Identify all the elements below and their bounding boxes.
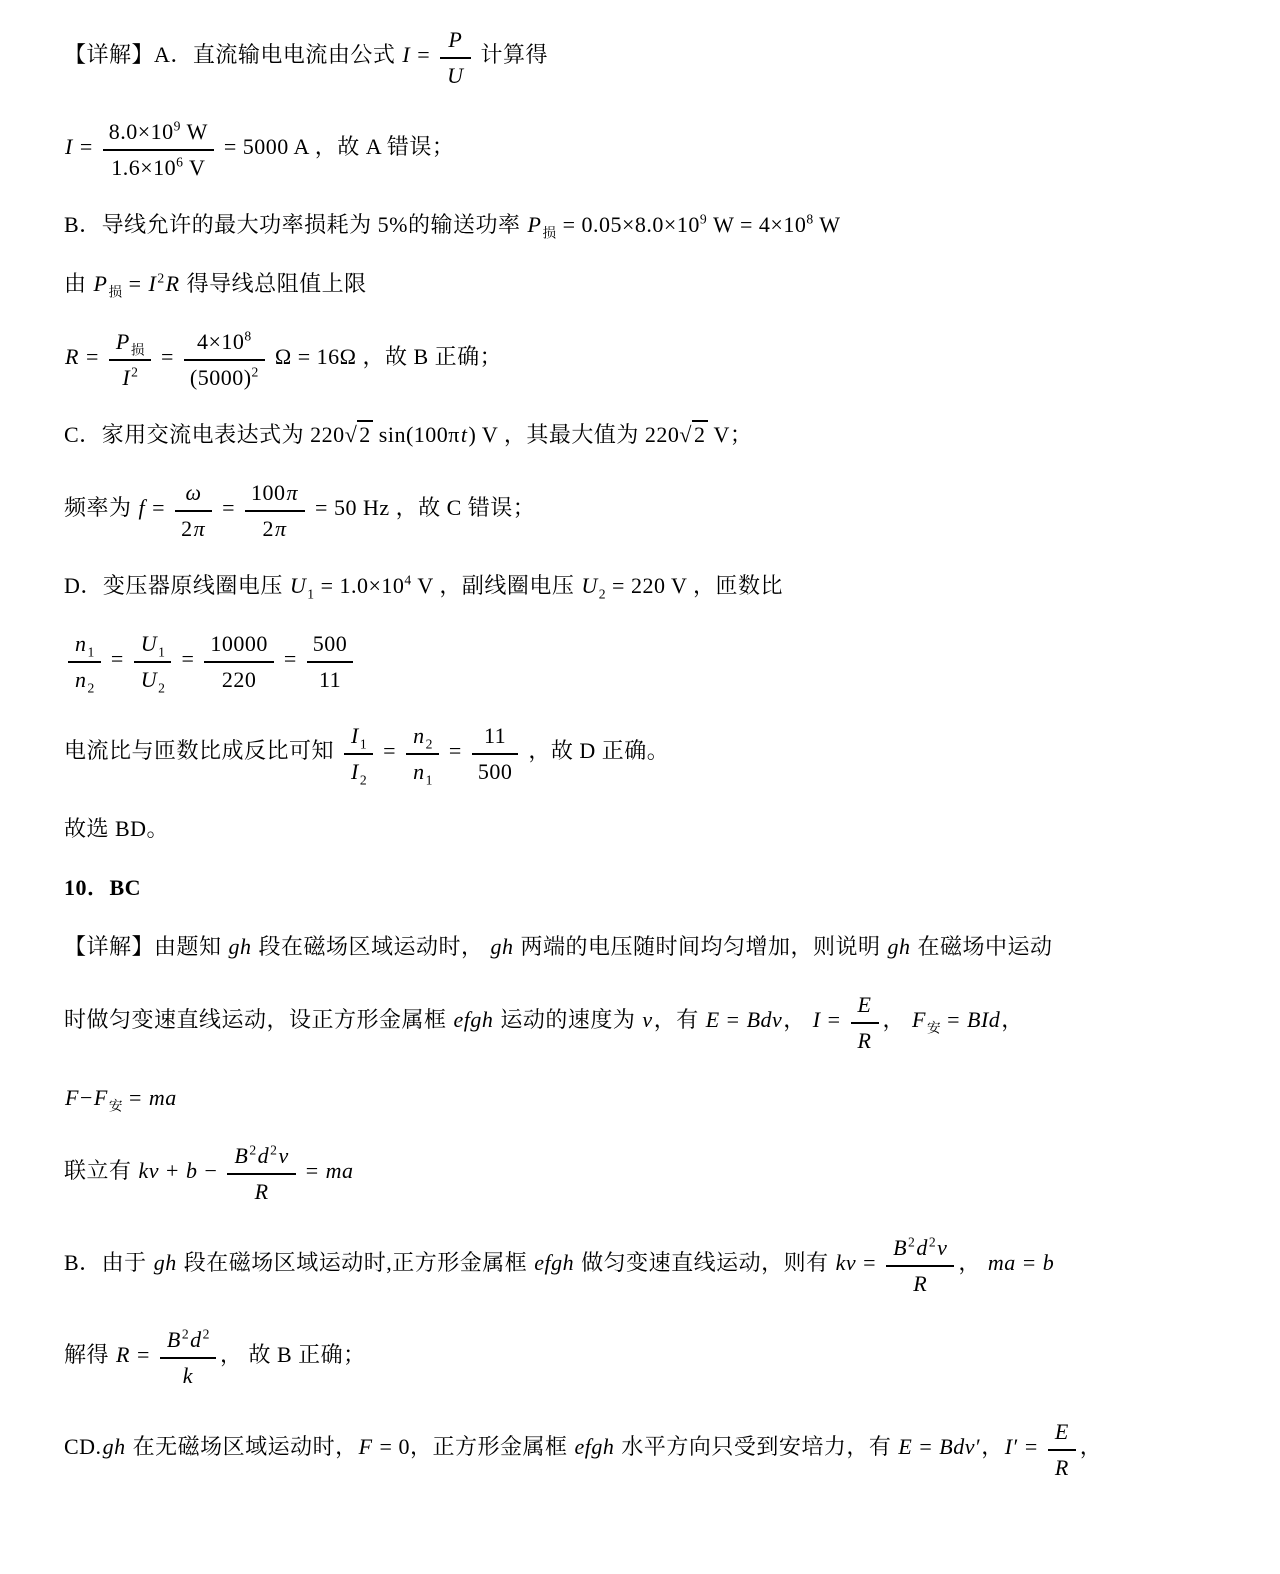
fraction-numerator xyxy=(1048,1416,1076,1451)
text-run: W xyxy=(180,119,208,144)
subscript: 安 xyxy=(108,1098,123,1114)
fraction-numerator xyxy=(440,24,470,59)
math-variable: v xyxy=(278,1143,289,1168)
text-run: ， xyxy=(1079,1434,1103,1460)
superscript: 4 xyxy=(404,572,412,588)
math-variable: efgh xyxy=(453,1007,494,1033)
formula-turns-ratio xyxy=(64,628,1224,694)
text-run: = xyxy=(73,134,99,160)
text-run: = xyxy=(299,1158,325,1184)
math-variable: B xyxy=(893,1235,908,1260)
fraction-denominator xyxy=(851,1024,879,1056)
fraction-numerator xyxy=(204,628,274,663)
subscript: 2 xyxy=(158,679,166,695)
text-run: 在无磁场区域运动时， xyxy=(126,1434,358,1460)
math-variable: gh xyxy=(153,1250,177,1276)
math-variable: n xyxy=(413,758,425,784)
text-run: sin(100π xyxy=(372,422,460,447)
square-root xyxy=(345,418,373,451)
fraction xyxy=(160,1324,216,1390)
math-variable: v xyxy=(642,1007,653,1033)
text-run: ， xyxy=(783,1007,812,1033)
math-variable: I xyxy=(351,723,359,748)
fraction-denominator xyxy=(103,151,214,183)
math-variable: B xyxy=(166,1327,181,1352)
formula-current-ratio xyxy=(64,720,1224,786)
text-run: − xyxy=(198,1158,224,1184)
fraction xyxy=(204,628,274,694)
fraction-numerator xyxy=(134,628,172,663)
superscript: 2 xyxy=(181,1326,190,1342)
math-variable: R xyxy=(65,344,79,370)
subscript: 2 xyxy=(359,771,368,787)
text-run: ，有 xyxy=(653,1007,705,1033)
detail-9-option-a xyxy=(64,24,1224,90)
math-variable: R xyxy=(165,271,180,296)
superscript: 8 xyxy=(244,328,252,344)
fraction-denominator xyxy=(344,755,373,787)
text-run: = xyxy=(216,495,242,521)
fraction-denominator xyxy=(472,755,519,787)
math-variable: I xyxy=(351,758,359,784)
math-variable: efgh xyxy=(574,1434,615,1460)
math-variable: π xyxy=(275,515,287,541)
math-variable: d xyxy=(916,1235,928,1260)
text-run: 电流比与匝数比成反比可知 xyxy=(64,738,341,764)
superscript: 9 xyxy=(699,211,708,227)
fraction-numerator xyxy=(175,477,212,512)
fraction xyxy=(1048,1416,1076,1482)
math-variable: b xyxy=(1042,1250,1055,1276)
math-variable: F xyxy=(358,1434,373,1460)
text-run: 两端的电压随时间均匀增加，则说明 xyxy=(514,934,887,959)
answer-9-conclusion xyxy=(64,812,1224,845)
text-run: = xyxy=(1016,1250,1042,1276)
text-run: = xyxy=(821,1007,847,1033)
text-run: − xyxy=(79,1085,93,1110)
formula-combined-equation xyxy=(64,1140,1224,1206)
math-variable: I xyxy=(812,1007,821,1033)
math-variable: P xyxy=(115,329,130,354)
math-variable: b xyxy=(185,1158,198,1184)
text-run: 水平方向只受到安培力，有 xyxy=(615,1434,898,1460)
math-variable: gh xyxy=(490,934,514,959)
math-variable: d xyxy=(190,1327,202,1352)
text-run: 段在磁场区域运动时， xyxy=(252,934,490,959)
detail-10-option-cd xyxy=(64,1416,1224,1482)
subscript: 2 xyxy=(87,679,95,695)
math-variable: f xyxy=(138,495,146,521)
text-run: ′ = xyxy=(1013,1434,1044,1460)
text-run: ， xyxy=(1001,1007,1024,1033)
fraction-denominator xyxy=(204,663,274,695)
text-run: = xyxy=(411,42,437,68)
subscript: 1 xyxy=(158,644,166,660)
superscript: 2 xyxy=(157,270,165,286)
text-run: = 220 V ，匝数比 xyxy=(606,573,784,598)
text-run: D．变压器原线圈电压 xyxy=(64,573,289,598)
text-run: = 0.05×8.0×10 xyxy=(556,212,700,237)
superscript: 2 xyxy=(131,364,139,380)
question-10-answer xyxy=(64,871,1224,904)
fraction xyxy=(109,326,151,392)
detail-9-option-b xyxy=(64,208,1224,241)
math-variable: π xyxy=(286,480,299,505)
text-run: = xyxy=(913,1434,939,1460)
fraction-denominator xyxy=(68,663,101,695)
text-run: + xyxy=(160,1158,185,1184)
document-body xyxy=(64,24,1224,1482)
subscript: 2 xyxy=(425,736,433,752)
text-run: ， xyxy=(981,1434,1004,1460)
text-run: 得导线总阻值上限 xyxy=(180,271,367,296)
text-run: = xyxy=(941,1007,967,1033)
subscript: 1 xyxy=(87,644,95,660)
fraction xyxy=(406,720,439,786)
math-variable: n xyxy=(75,631,87,656)
text-run: = xyxy=(146,495,172,521)
fraction-numerator xyxy=(472,720,519,755)
fraction-denominator xyxy=(175,512,212,544)
fraction xyxy=(851,989,879,1055)
math-variable: U xyxy=(140,666,158,692)
detail-9-option-c xyxy=(64,418,1224,451)
math-variable: t xyxy=(460,422,468,447)
text-run: ′ xyxy=(975,1434,982,1460)
fraction xyxy=(184,326,265,392)
fraction xyxy=(227,1140,295,1206)
math-variable: R xyxy=(857,1027,872,1053)
fraction-numerator xyxy=(307,628,354,663)
subscript: 损 xyxy=(108,284,123,300)
superscript: 2 xyxy=(928,1234,937,1250)
fraction-denominator xyxy=(245,512,305,544)
subscript: 1 xyxy=(307,586,315,602)
text-run: 计算得 xyxy=(474,42,549,68)
formula-frequency xyxy=(64,477,1224,543)
detail-9-option-b-resistance-intro xyxy=(64,267,1224,300)
superscript: 2 xyxy=(251,364,259,380)
fraction-numerator xyxy=(103,116,214,151)
fraction xyxy=(175,477,212,543)
superscript: 2 xyxy=(249,1142,257,1158)
text-run: B．由于 xyxy=(64,1250,153,1276)
formula-r-solution xyxy=(64,1324,1224,1390)
text-run: V ，副线圈电压 xyxy=(411,573,581,598)
text-run: 频率为 xyxy=(64,495,138,521)
superscript: 2 xyxy=(270,1142,278,1158)
text-run: 8.0×10 xyxy=(108,119,174,144)
fraction-numerator xyxy=(344,720,373,755)
text-run: ，正方形金属框 xyxy=(409,1434,574,1460)
text-run: (5000) xyxy=(189,364,252,390)
math-variable: U xyxy=(289,573,307,598)
math-variable: efgh xyxy=(534,1250,575,1276)
math-variable: I xyxy=(148,271,157,296)
fraction-numerator xyxy=(851,989,879,1024)
text-run: 【详解】A．直流输电电流由公式 xyxy=(64,42,402,68)
math-variable: R xyxy=(913,1270,928,1296)
text-run: = 0 xyxy=(373,1434,410,1460)
math-variable: U xyxy=(447,62,464,88)
detail-10-line-2 xyxy=(64,989,1224,1055)
fraction-numerator xyxy=(406,720,439,755)
math-variable: gh xyxy=(102,1434,126,1460)
text-run: CD. xyxy=(64,1434,102,1460)
math-variable: kv xyxy=(138,1158,160,1184)
fraction-denominator xyxy=(886,1267,954,1299)
text-run: Ω = 16Ω ，故 B 正确； xyxy=(268,344,503,370)
math-variable: I xyxy=(65,134,73,160)
fraction xyxy=(307,628,354,694)
fraction-numerator xyxy=(886,1232,954,1267)
math-variable: I xyxy=(122,364,131,390)
text-run: 运动的速度为 xyxy=(494,1007,642,1033)
text-run: W xyxy=(813,212,841,237)
fraction xyxy=(245,477,305,543)
text-run: ， xyxy=(882,1007,912,1033)
math-variable: E xyxy=(898,1434,913,1460)
text-run: = 1.0×10 xyxy=(314,573,405,598)
fraction-numerator xyxy=(184,326,265,361)
subscript: 1 xyxy=(359,736,368,752)
math-variable: BId xyxy=(967,1007,1001,1033)
math-variable: P xyxy=(527,212,542,237)
text-run: 故选 BD。 xyxy=(64,816,170,841)
fraction-denominator xyxy=(227,1175,295,1207)
text-run: 由 xyxy=(64,271,93,296)
subscript: 2 xyxy=(598,586,607,602)
math-variable: gh xyxy=(887,934,911,959)
fraction-denominator xyxy=(307,663,354,695)
text-run: = xyxy=(175,646,201,672)
text-run: 【详解】由题知 xyxy=(64,934,228,959)
text-run: 10000 xyxy=(210,631,268,656)
subscript: 损 xyxy=(542,225,557,241)
text-run: = xyxy=(442,738,468,764)
text-run: 100 xyxy=(251,480,286,505)
fraction-numerator xyxy=(227,1140,295,1175)
text-run: = xyxy=(104,646,130,672)
text-run: B．导线允许的最大功率损耗为 5%的输送功率 xyxy=(64,212,527,237)
text-run: ， 故 B 正确； xyxy=(219,1342,366,1368)
math-variable: v xyxy=(937,1235,948,1260)
fraction xyxy=(103,116,214,182)
subscript: 损 xyxy=(130,342,145,358)
detail-10-option-b xyxy=(64,1232,1224,1298)
fraction-denominator xyxy=(134,663,172,695)
math-variable: F xyxy=(93,1085,108,1110)
text-run: 4×10 xyxy=(196,329,245,354)
math-variable: k xyxy=(182,1362,194,1388)
math-variable: E xyxy=(1054,1419,1069,1444)
text-run: ) V ，其最大值为 220 xyxy=(468,422,680,447)
text-run: 500 xyxy=(477,758,513,784)
math-variable: F xyxy=(65,1085,79,1110)
fraction xyxy=(344,720,373,786)
text-run: = xyxy=(720,1007,746,1033)
fraction-numerator xyxy=(109,326,151,361)
square-root xyxy=(679,418,707,451)
math-variable: gh xyxy=(228,934,252,959)
formula-max-resistance xyxy=(64,326,1224,392)
text-run: = 50 Hz ，故 C 错误； xyxy=(309,495,536,521)
text-run: = xyxy=(79,344,105,370)
superscript: 6 xyxy=(176,154,184,170)
math-variable: R xyxy=(116,1342,130,1368)
fraction-denominator xyxy=(1048,1451,1076,1483)
formula-transmission-current xyxy=(64,116,1224,182)
text-run: V xyxy=(183,154,206,180)
superscript: 8 xyxy=(806,211,814,227)
math-variable: U xyxy=(581,573,598,598)
math-variable: n xyxy=(413,723,425,748)
math-variable: B xyxy=(234,1143,249,1168)
text-run: = xyxy=(377,738,403,764)
math-variable: ma xyxy=(987,1250,1016,1276)
superscript: 9 xyxy=(173,118,181,134)
subscript: 1 xyxy=(425,771,433,787)
formula-newton-second-law xyxy=(64,1081,1224,1114)
text-run: = 5000 A ，故 A 错误； xyxy=(217,134,455,160)
text-run: 时做匀变速直线运动，设正方形金属框 xyxy=(64,1007,453,1033)
math-variable: kv xyxy=(835,1250,857,1276)
text-run: 2 xyxy=(181,515,193,541)
text-run: W = 4×10 xyxy=(707,212,807,237)
fraction-denominator xyxy=(109,361,151,393)
text-run: = xyxy=(122,1085,148,1110)
text-run: V； xyxy=(707,422,753,447)
fraction-denominator xyxy=(406,755,439,787)
text-run: = xyxy=(277,646,303,672)
text-run: = xyxy=(857,1250,883,1276)
math-variable: P xyxy=(93,271,108,296)
fraction xyxy=(472,720,519,786)
math-variable: P xyxy=(448,27,463,52)
text-run: 11 xyxy=(318,666,342,692)
text-run: 联立有 xyxy=(64,1158,138,1184)
radicand: 2 xyxy=(359,422,371,447)
radical-sign: √ xyxy=(344,422,358,447)
math-variable: d xyxy=(257,1143,270,1168)
fraction-denominator xyxy=(160,1359,216,1391)
text-run: 500 xyxy=(312,631,348,656)
fraction-denominator xyxy=(184,361,265,393)
text-run: 2 xyxy=(262,515,275,541)
math-variable: U xyxy=(140,631,158,656)
math-variable: ma xyxy=(148,1085,177,1110)
math-variable: F xyxy=(912,1007,926,1033)
text-run: ， xyxy=(958,1250,987,1276)
superscript: 2 xyxy=(202,1326,210,1342)
math-variable: ma xyxy=(325,1158,354,1184)
text-run: 解得 xyxy=(64,1342,116,1368)
text-run: 做匀变速直线运动，则有 xyxy=(575,1250,835,1276)
detail-9-option-d xyxy=(64,569,1224,602)
text-run: = xyxy=(130,1342,156,1368)
fraction-denominator xyxy=(440,59,470,91)
radical-sign: √ xyxy=(679,422,692,447)
text-run: = xyxy=(154,344,180,370)
math-variable: R xyxy=(254,1178,269,1204)
text-run: 段在磁场区域运动时,正方形金属框 xyxy=(177,1250,534,1276)
math-variable: Bdv xyxy=(939,1434,975,1460)
math-variable: n xyxy=(75,666,87,692)
radicand: 2 xyxy=(694,422,706,447)
fraction-numerator xyxy=(245,477,305,512)
fraction-numerator xyxy=(68,628,101,663)
math-variable: E xyxy=(857,992,872,1017)
math-variable: R xyxy=(1054,1454,1069,1480)
superscript: 2 xyxy=(908,1234,916,1250)
fraction xyxy=(134,628,172,694)
fraction-numerator xyxy=(160,1324,216,1359)
text-run: C．家用交流电表达式为 220 xyxy=(64,422,345,447)
subscript: 安 xyxy=(926,1020,942,1036)
detail-10-line-1 xyxy=(64,930,1224,963)
text-run: 11 xyxy=(483,723,507,748)
text-run: 1.6×10 xyxy=(111,154,177,180)
text-run: 在磁场中运动 xyxy=(911,934,1053,959)
fraction xyxy=(886,1232,954,1298)
fraction xyxy=(440,24,470,90)
math-variable: E xyxy=(705,1007,720,1033)
text-run: 220 xyxy=(221,666,257,692)
text-run: ，故 D 正确。 xyxy=(522,738,670,764)
math-variable: ω xyxy=(185,480,202,505)
math-variable: I xyxy=(402,42,411,68)
math-variable: π xyxy=(193,515,206,541)
math-variable: Bdv xyxy=(746,1007,783,1033)
math-variable: I xyxy=(1004,1434,1013,1460)
text-run: 10．BC xyxy=(64,875,142,900)
text-run: = xyxy=(122,271,148,296)
fraction xyxy=(68,628,101,694)
